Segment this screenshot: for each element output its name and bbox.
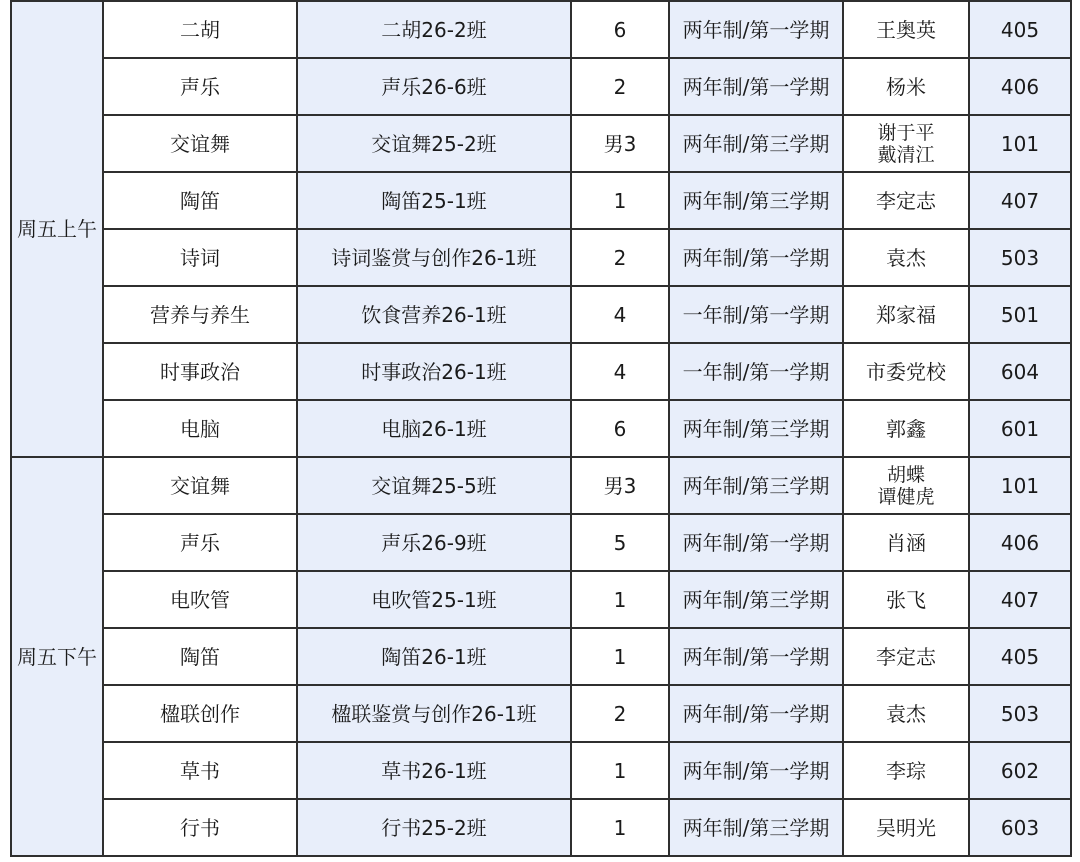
term-cell: 两年制/第一学期 xyxy=(669,58,843,115)
term-cell: 两年制/第三学期 xyxy=(669,115,843,172)
teacher-name: 袁杰 xyxy=(886,701,926,726)
term-cell: 两年制/第一学期 xyxy=(669,1,843,58)
term-cell: 一年制/第一学期 xyxy=(669,343,843,400)
course-cell: 交谊舞 xyxy=(103,457,297,514)
term-cell: 两年制/第一学期 xyxy=(669,514,843,571)
course-cell: 声乐 xyxy=(103,58,297,115)
room-cell: 101 xyxy=(969,457,1071,514)
course-cell: 陶笛 xyxy=(103,172,297,229)
teacher-cell xyxy=(843,799,969,856)
teacher-name: 郑家福 xyxy=(876,302,936,327)
teacher-name: 李琮 xyxy=(886,758,926,783)
table-row xyxy=(11,400,1071,457)
count-cell: 1 xyxy=(571,628,669,685)
class-name-cell: 陶笛25-1班 xyxy=(297,172,571,229)
teacher-name: 王奥英 xyxy=(876,17,936,42)
teacher-name: 吴明光 xyxy=(876,815,936,840)
course-cell: 陶笛 xyxy=(103,628,297,685)
table-row xyxy=(11,628,1071,685)
term-cell: 两年制/第三学期 xyxy=(669,571,843,628)
session-label: 周五下午 xyxy=(11,457,103,856)
table-row xyxy=(11,457,1071,514)
class-name-cell: 时事政治26-1班 xyxy=(297,343,571,400)
teacher-cell xyxy=(843,571,969,628)
room-cell: 604 xyxy=(969,343,1071,400)
class-name-cell: 诗词鉴赏与创作26-1班 xyxy=(297,229,571,286)
teacher-cell xyxy=(843,1,969,58)
teacher-cell xyxy=(843,457,969,514)
teacher-name: 戴清江 xyxy=(877,143,935,166)
class-name-cell: 交谊舞25-2班 xyxy=(297,115,571,172)
session-label: 周五上午 xyxy=(11,1,103,457)
term-cell: 两年制/第一学期 xyxy=(669,229,843,286)
count-cell: 4 xyxy=(571,343,669,400)
teacher-cell xyxy=(843,115,969,172)
table-row xyxy=(11,742,1071,799)
course-cell: 电吹管 xyxy=(103,571,297,628)
term-cell: 两年制/第一学期 xyxy=(669,628,843,685)
class-name-cell: 电吹管25-1班 xyxy=(297,571,571,628)
room-cell: 405 xyxy=(969,1,1071,58)
course-cell: 行书 xyxy=(103,799,297,856)
teacher-cell xyxy=(843,400,969,457)
class-name-cell: 行书25-2班 xyxy=(297,799,571,856)
class-name-cell: 二胡26-2班 xyxy=(297,1,571,58)
table-row xyxy=(11,571,1071,628)
course-cell: 交谊舞 xyxy=(103,115,297,172)
teacher-cell xyxy=(843,172,969,229)
teacher-name: 杨米 xyxy=(886,74,926,99)
count-cell: 男3 xyxy=(571,457,669,514)
table-row xyxy=(11,343,1071,400)
room-cell: 405 xyxy=(969,628,1071,685)
count-cell: 1 xyxy=(571,742,669,799)
count-cell: 4 xyxy=(571,286,669,343)
teacher-cell xyxy=(843,343,969,400)
room-cell: 101 xyxy=(969,115,1071,172)
count-cell: 男3 xyxy=(571,115,669,172)
room-cell: 503 xyxy=(969,229,1071,286)
course-cell: 楹联创作 xyxy=(103,685,297,742)
table-row xyxy=(11,514,1071,571)
class-name-cell: 声乐26-9班 xyxy=(297,514,571,571)
course-cell: 营养与养生 xyxy=(103,286,297,343)
term-cell: 两年制/第三学期 xyxy=(669,172,843,229)
teacher-name: 市委党校 xyxy=(866,359,946,384)
table-row xyxy=(11,58,1071,115)
teacher-name: 李定志 xyxy=(876,644,936,669)
teacher-name: 郭鑫 xyxy=(886,416,926,441)
class-name-cell: 陶笛26-1班 xyxy=(297,628,571,685)
term-cell: 两年制/第三学期 xyxy=(669,457,843,514)
term-cell: 一年制/第一学期 xyxy=(669,286,843,343)
term-cell: 两年制/第三学期 xyxy=(669,400,843,457)
course-cell: 诗词 xyxy=(103,229,297,286)
count-cell: 6 xyxy=(571,1,669,58)
room-cell: 407 xyxy=(969,172,1071,229)
teacher-cell xyxy=(843,628,969,685)
count-cell: 2 xyxy=(571,229,669,286)
class-name-cell: 电脑26-1班 xyxy=(297,400,571,457)
class-name-cell: 饮食营养26-1班 xyxy=(297,286,571,343)
teacher-cell xyxy=(843,58,969,115)
teacher-cell xyxy=(843,229,969,286)
class-name-cell: 交谊舞25-5班 xyxy=(297,457,571,514)
room-cell: 406 xyxy=(969,514,1071,571)
schedule-table-wrapper xyxy=(10,0,1072,857)
table-row xyxy=(11,799,1071,856)
class-name-cell: 声乐26-6班 xyxy=(297,58,571,115)
room-cell: 501 xyxy=(969,286,1071,343)
teacher-cell xyxy=(843,685,969,742)
room-cell: 503 xyxy=(969,685,1071,742)
table-row xyxy=(11,1,1071,58)
table-row xyxy=(11,685,1071,742)
room-cell: 602 xyxy=(969,742,1071,799)
term-cell: 两年制/第一学期 xyxy=(669,742,843,799)
teacher-cell xyxy=(843,514,969,571)
class-name-cell: 草书26-1班 xyxy=(297,742,571,799)
teacher-name: 谢于平 xyxy=(877,121,935,144)
schedule-table-body xyxy=(11,1,1071,856)
course-cell: 草书 xyxy=(103,742,297,799)
teacher-name: 袁杰 xyxy=(886,245,926,270)
teacher-cell xyxy=(843,286,969,343)
room-cell: 406 xyxy=(969,58,1071,115)
class-name-cell: 楹联鉴赏与创作26-1班 xyxy=(297,685,571,742)
course-cell: 声乐 xyxy=(103,514,297,571)
room-cell: 407 xyxy=(969,571,1071,628)
schedule-table xyxy=(10,0,1072,857)
term-cell: 两年制/第三学期 xyxy=(669,799,843,856)
room-cell: 603 xyxy=(969,799,1071,856)
teacher-cell xyxy=(843,742,969,799)
table-row xyxy=(11,172,1071,229)
table-row xyxy=(11,286,1071,343)
table-row xyxy=(11,115,1071,172)
teacher-name: 李定志 xyxy=(876,188,936,213)
room-cell: 601 xyxy=(969,400,1071,457)
count-cell: 1 xyxy=(571,172,669,229)
count-cell: 2 xyxy=(571,58,669,115)
course-cell: 二胡 xyxy=(103,1,297,58)
course-cell: 电脑 xyxy=(103,400,297,457)
teacher-name: 张飞 xyxy=(886,587,926,612)
teacher-name: 肖涵 xyxy=(886,530,926,555)
count-cell: 5 xyxy=(571,514,669,571)
teacher-name: 胡蝶 xyxy=(886,463,925,486)
table-row xyxy=(11,229,1071,286)
count-cell: 1 xyxy=(571,799,669,856)
count-cell: 6 xyxy=(571,400,669,457)
course-cell: 时事政治 xyxy=(103,343,297,400)
count-cell: 2 xyxy=(571,685,669,742)
term-cell: 两年制/第一学期 xyxy=(669,685,843,742)
teacher-name: 谭健虎 xyxy=(877,485,935,508)
count-cell: 1 xyxy=(571,571,669,628)
